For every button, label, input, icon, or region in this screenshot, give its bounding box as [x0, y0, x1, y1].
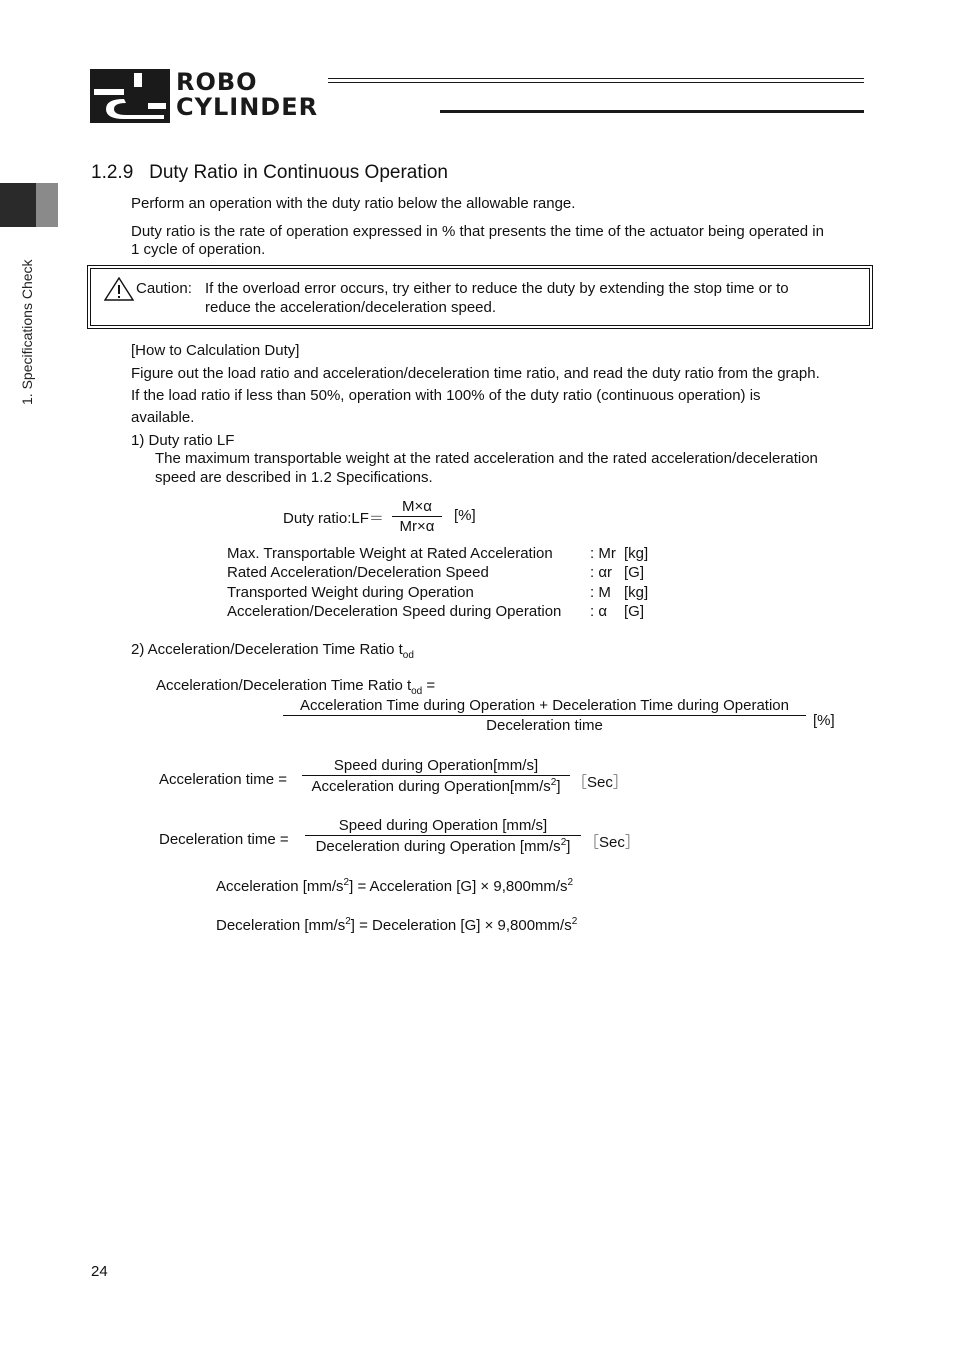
page-number: 24 — [91, 1263, 108, 1280]
deceleration-time-numerator: Speed during Operation [mm/s] — [338, 817, 548, 834]
bracket-close: ] — [566, 838, 571, 855]
section-heading — [91, 162, 448, 184]
how-to-line-3: available. — [131, 409, 195, 426]
deceleration-conversion-b: ] = Deceleration [G] × 9,800mm/s — [350, 917, 572, 934]
definition-unit: [kg] — [624, 545, 649, 562]
duty-formula-label: Duty ratio:LF＝ — [283, 510, 384, 527]
side-tab-marker-grey — [36, 183, 58, 227]
ratio-label — [156, 677, 435, 697]
ratio-label-text: Acceleration/Deceleration Time Ratio t — [156, 677, 412, 694]
deceleration-conversion — [216, 916, 577, 934]
bracket-close: ] — [556, 778, 561, 795]
definition-name: Max. Transportable Weight at Rated Acceleration — [227, 545, 553, 562]
definition-name: Rated Acceleration/Deceleration Speed — [227, 564, 489, 581]
definition-unit: [G] — [624, 603, 645, 620]
acceleration-time-numerator: Speed during Operation[mm/s] — [333, 757, 539, 774]
section-title: Duty Ratio in Continuous Operation — [149, 162, 448, 183]
side-tab-label: 1. Specifications Check — [19, 259, 35, 405]
superscript-2: 2 — [550, 777, 557, 788]
rc-logo-mark — [90, 69, 170, 123]
header-rule-thin-bottom — [328, 82, 864, 83]
logo-line-cylinder: CYLINDER — [176, 93, 319, 121]
superscript-2: 2 — [567, 877, 574, 888]
acceleration-conversion-b: ] = Acceleration [G] × 9,800mm/s — [349, 878, 568, 895]
deceleration-time-fraction — [305, 817, 581, 855]
ratio-fraction — [283, 697, 806, 734]
deceleration-time-unit: ［Sec］ — [584, 834, 640, 851]
duty-formula-unit: [%] — [454, 507, 476, 524]
item-1-heading: 1) Duty ratio LF — [131, 432, 235, 449]
definition-unit: [kg] — [624, 584, 649, 601]
duty-formula-denominator: Mr×α — [399, 518, 435, 535]
intro-paragraph-1: Perform an operation with the duty ratio below the allowable range. — [131, 195, 576, 212]
acceleration-time-unit: ［Sec］ — [572, 774, 628, 791]
deceleration-conversion-a: Deceleration [mm/s — [216, 917, 346, 934]
deceleration-time-label: Deceleration time = — [159, 831, 289, 848]
warning-icon — [104, 277, 134, 301]
acceleration-conversion-a: Acceleration [mm/s — [216, 878, 344, 895]
acceleration-time-fraction — [302, 757, 570, 795]
acceleration-conversion — [216, 877, 573, 895]
item-2-heading-subscript: od — [402, 650, 414, 661]
caution-text-line-1: If the overload error occurs, try either to reduce the duty by extending the stop time or to — [205, 280, 789, 297]
superscript-2: 2 — [343, 877, 350, 888]
definition-name: Transported Weight during Operation — [227, 584, 474, 601]
ratio-denominator: Deceleration time — [486, 717, 603, 734]
superscript-2: 2 — [571, 916, 578, 927]
duty-formula-numerator: M×α — [402, 498, 432, 515]
ratio-unit: [%] — [813, 712, 835, 729]
section-number: 1.2.9 — [91, 162, 134, 183]
deceleration-time-denominator — [305, 836, 581, 855]
superscript-2: 2 — [345, 916, 351, 927]
definition-symbol: : Mr — [590, 545, 616, 562]
ratio-numerator: Acceleration Time during Operation + Deceleration Time during Operation — [299, 697, 789, 714]
caution-text-line-2: reduce the acceleration/deceleration speed. — [205, 299, 497, 316]
how-to-heading: [How to Calculation Duty] — [131, 342, 300, 359]
acceleration-time-denominator-text: Acceleration during Operation[mm/s — [311, 778, 551, 795]
logo-line-robo: ROBO — [176, 68, 258, 96]
side-tab-marker — [0, 183, 36, 227]
intro-paragraph-2-line-1: Duty ratio is the rate of operation expressed in % that presents the time of the actuator being operated in — [131, 223, 824, 240]
how-to-line-1: Figure out the load ratio and acceleration/deceleration time ratio, and read the duty ratio from the graph. — [131, 365, 820, 382]
superscript-2: 2 — [560, 837, 567, 848]
caution-box — [90, 268, 870, 326]
item-1-line-1: The maximum transportable weight at the rated acceleration and the rated acceleration/deceleration — [155, 450, 818, 467]
ratio-label-equals: = — [422, 677, 436, 694]
intro-paragraph-2-line-2: 1 cycle of operation. — [131, 241, 266, 258]
definition-symbol: : α — [590, 603, 608, 620]
caution-label: Caution: — [136, 280, 192, 297]
definition-symbol: : αr — [590, 564, 613, 581]
deceleration-time-denominator-text: Deceleration during Operation [mm/s — [315, 838, 561, 855]
how-to-line-2: If the load ratio if less than 50%, operation with 100% of the duty ratio (continuous operation) is — [131, 387, 761, 404]
definition-symbol: : M — [590, 584, 611, 601]
header-rule-thin-top — [328, 78, 864, 79]
item-1-line-2: speed are described in 1.2 Specifications. — [155, 469, 433, 486]
definition-unit: [G] — [624, 564, 645, 581]
duty-formula-fraction — [392, 498, 442, 535]
ratio-label-subscript: od — [411, 686, 423, 697]
definition-name: Acceleration/Deceleration Speed during Operation — [227, 603, 562, 620]
acceleration-time-denominator — [302, 776, 570, 795]
item-2-heading-text: 2) Acceleration/Deceleration Time Ratio t — [131, 641, 403, 658]
item-2-heading — [131, 641, 414, 661]
acceleration-time-label: Acceleration time = — [159, 771, 287, 788]
header-rule-thick — [440, 110, 864, 113]
